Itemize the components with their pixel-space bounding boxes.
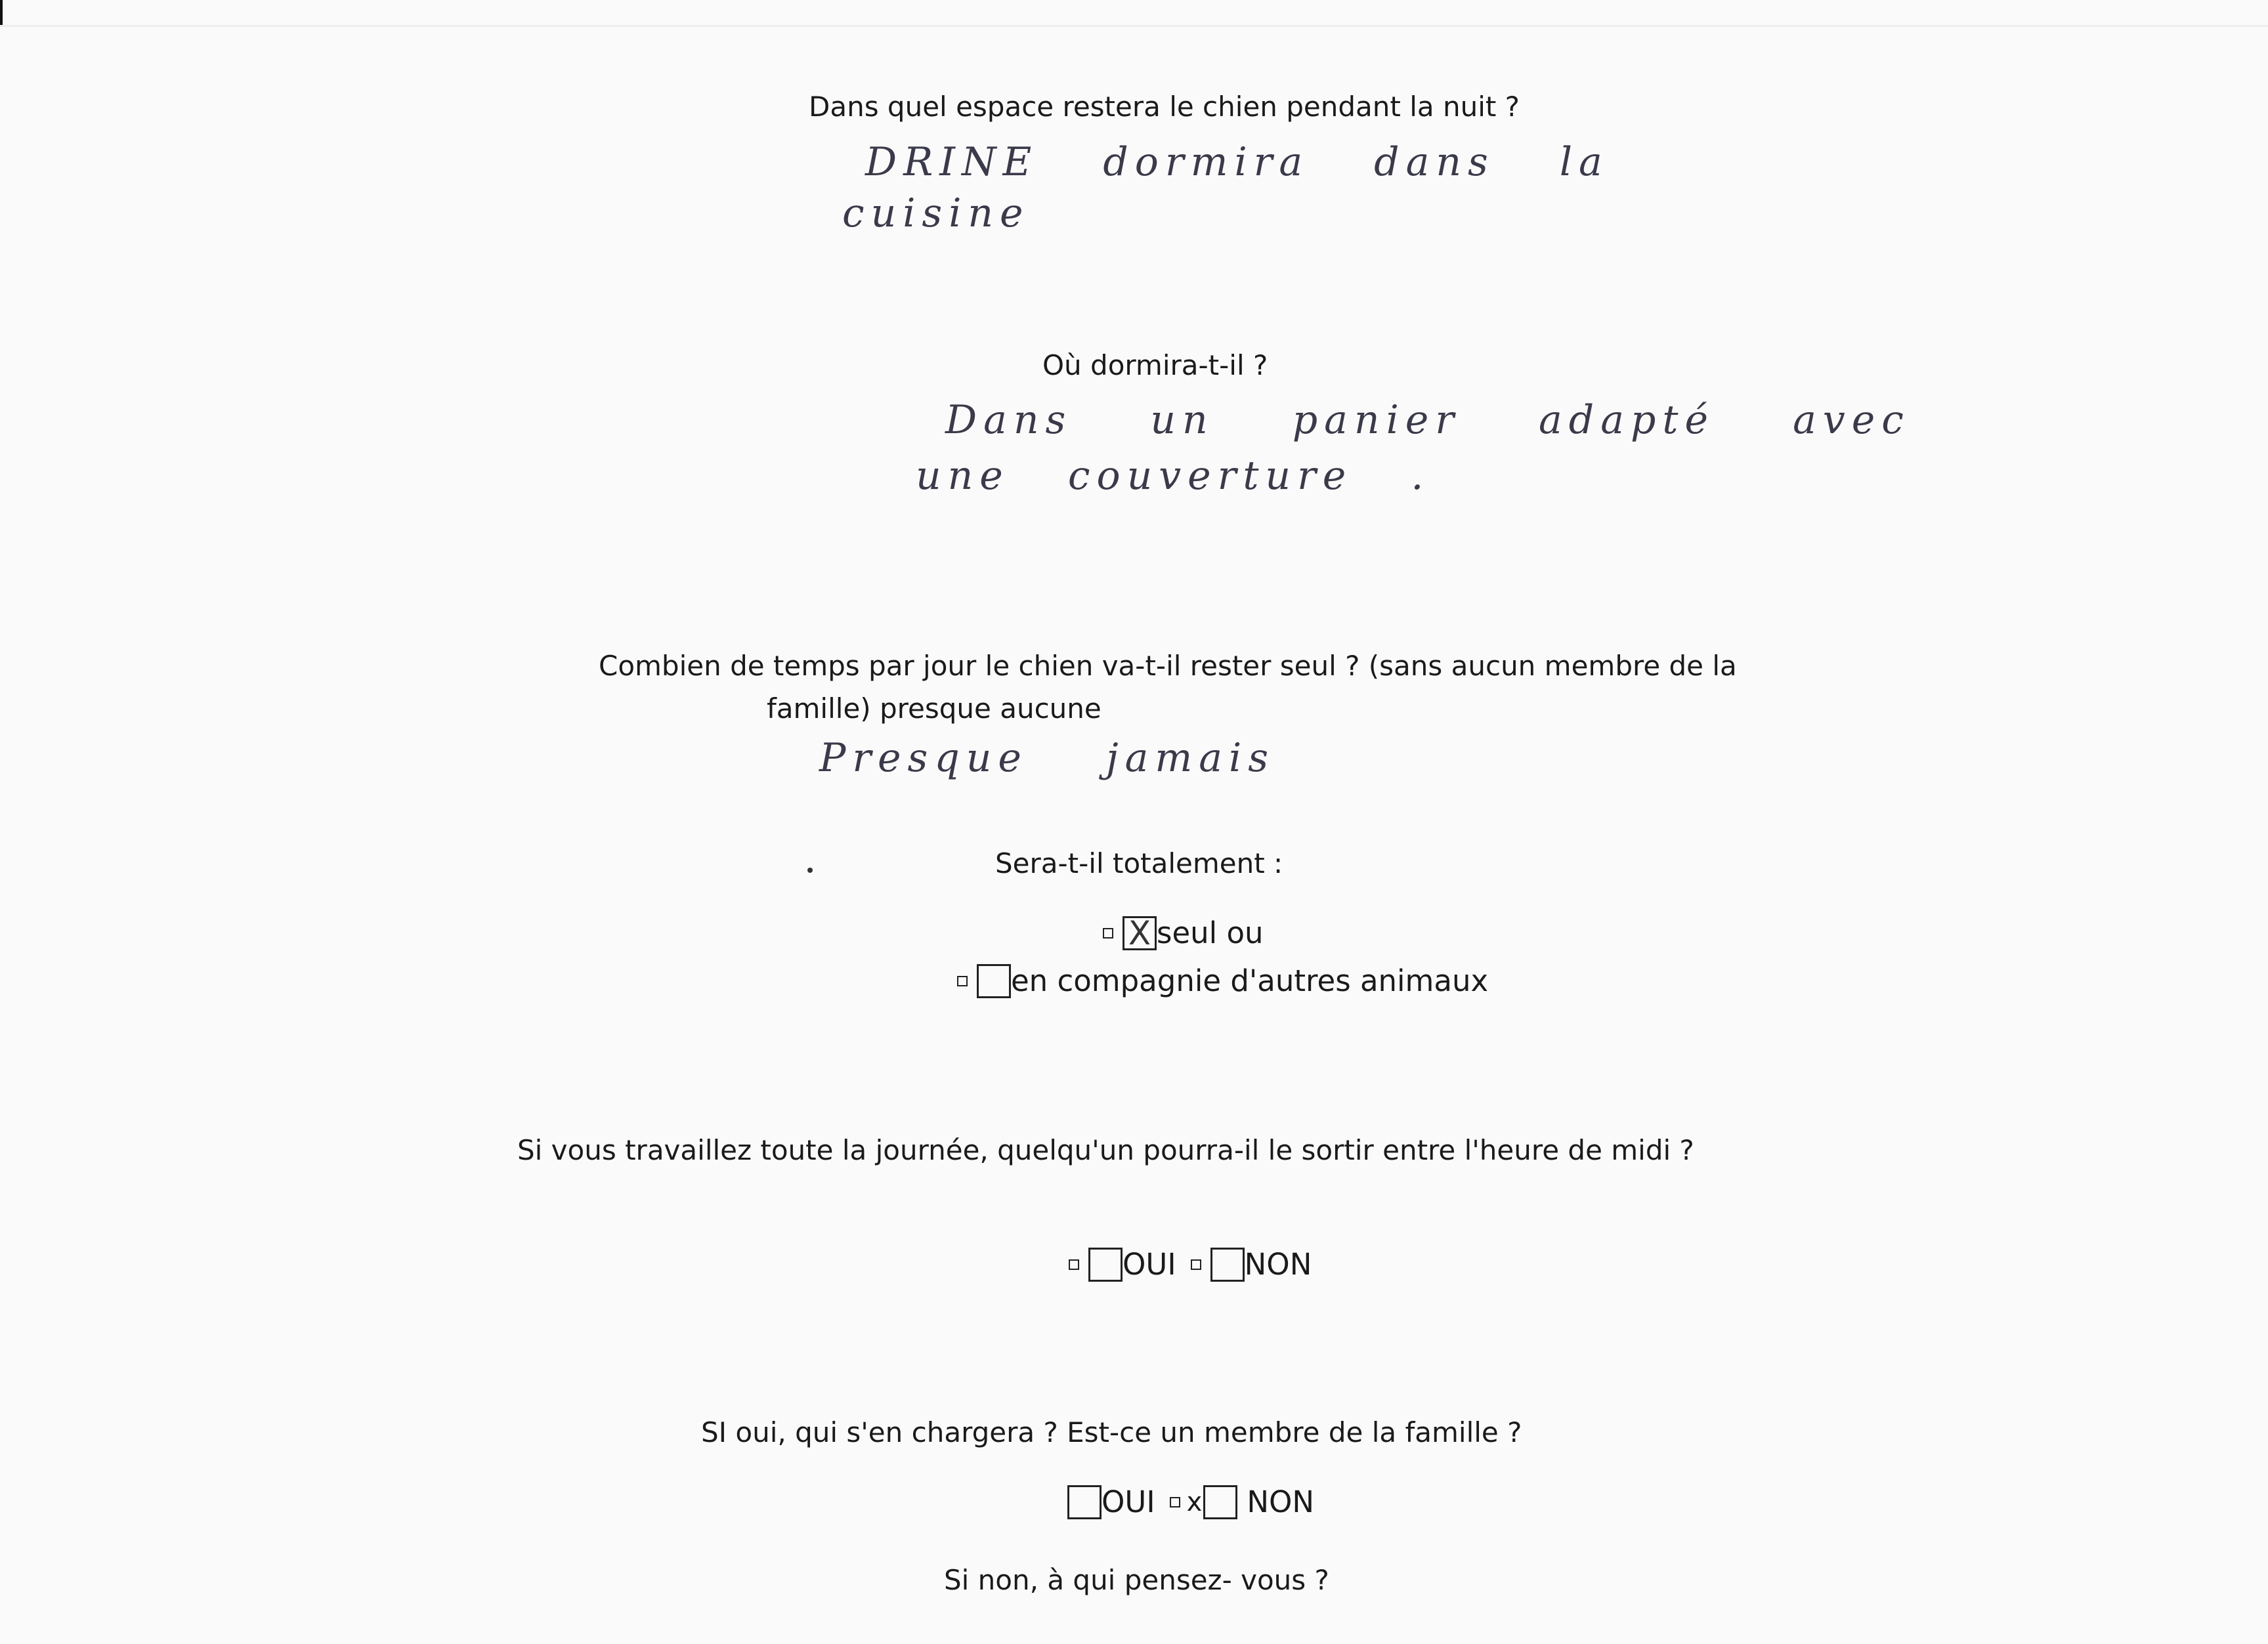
option-family-oui-label: OUI — [1102, 1485, 1155, 1519]
checkbox-family-non[interactable] — [1203, 1485, 1237, 1519]
checkbox-company[interactable] — [977, 964, 1011, 998]
small-checkbox-icon — [1170, 1497, 1180, 1507]
option-alone-row[interactable] — [1103, 916, 1264, 950]
checkbox-family-oui[interactable] — [1067, 1485, 1102, 1519]
question-totally: Sera-t-il totalement : — [995, 847, 1283, 879]
option-family-non-label: NON — [1247, 1485, 1315, 1519]
option-midday-non-label: NON — [1244, 1247, 1312, 1282]
option-midday-oui-label: OUI — [1123, 1247, 1176, 1282]
scan-corner-mark — [0, 0, 3, 25]
question-alone-line2: famille) presque aucune — [767, 692, 1102, 725]
small-checkbox-icon — [1191, 1259, 1201, 1270]
checkbox-midday-non[interactable] — [1210, 1248, 1245, 1282]
answer-night-line2: cuisine — [842, 190, 1030, 236]
question-night-space: Dans quel espace restera le chien pendant la nuit ? — [809, 91, 1520, 123]
checkbox-midday-oui[interactable] — [1088, 1248, 1123, 1282]
small-checkbox-icon — [1103, 928, 1113, 938]
checkbox-seul[interactable] — [1123, 916, 1157, 950]
option-seul-label: seul ou — [1157, 916, 1264, 950]
question-who: SI oui, qui s'en chargera ? Est-ce un membre de la famille ? — [701, 1416, 1522, 1448]
pen-dot — [807, 868, 813, 873]
answer-night-line1: DRINE dormira dans la — [865, 139, 1609, 185]
answer-sleep-line2: une couverture . — [916, 453, 1430, 499]
option-family-row — [1067, 1485, 1314, 1519]
question-alone-line1: Combien de temps par jour le chien va-t-il rester seul ? (sans aucun membre de la — [599, 650, 1737, 682]
small-checkbox-icon — [957, 976, 968, 986]
option-midday-row — [1069, 1247, 1312, 1282]
small-checkbox-icon — [1069, 1259, 1079, 1270]
answer-alone: Presque jamais — [819, 735, 1275, 781]
page-top-edge — [0, 25, 2268, 27]
option-company-label: en compagnie d'autres animaux — [1011, 963, 1489, 998]
question-if-no: Si non, à qui pensez- vous ? — [944, 1564, 1329, 1596]
handwritten-x-mark: x — [1186, 1486, 1203, 1517]
question-sleep: Où dormira-t-il ? — [1042, 349, 1268, 381]
answer-sleep-line1: Dans un panier adapté avec — [945, 397, 1910, 443]
question-midday: Si vous travaillez toute la journée, quelqu'un pourra-il le sortir entre l'heure de midi ? — [517, 1134, 1694, 1166]
option-company-row[interactable] — [957, 963, 1488, 998]
checkmark-x: X — [1128, 914, 1151, 952]
